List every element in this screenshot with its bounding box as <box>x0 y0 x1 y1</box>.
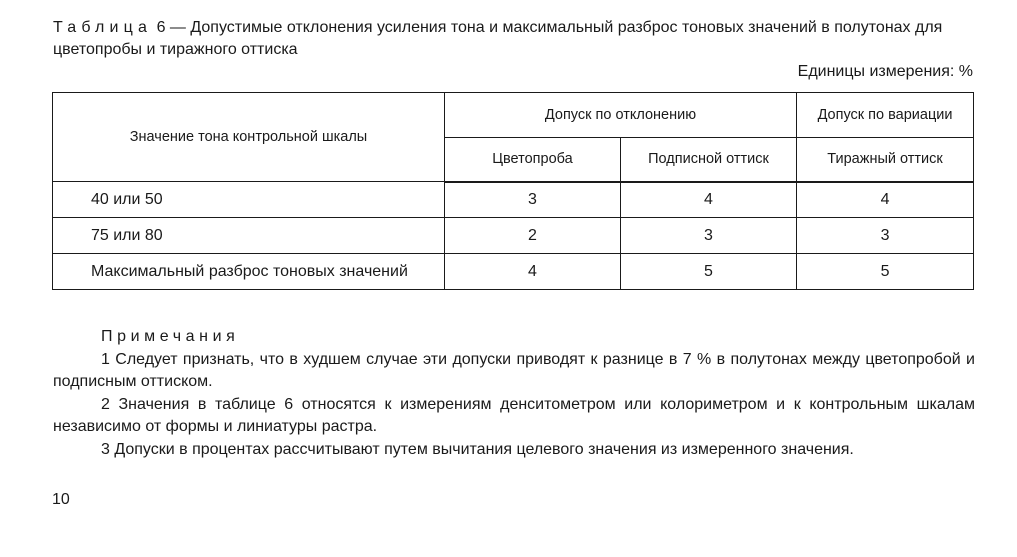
notes-title: Примечания <box>101 328 240 345</box>
header-col-signed: Подписной оттиск <box>621 138 797 182</box>
row-param: Максимальный разброс тоновых значений <box>53 254 445 290</box>
table-row <box>53 182 974 218</box>
row-param: 75 или 80 <box>53 218 445 254</box>
row-param: 40 или 50 <box>53 182 445 218</box>
table-row <box>53 218 974 254</box>
note-item: 3 Допуски в процентах рассчитывают путем вычитания целевого значения из измеренного значения. <box>101 440 854 458</box>
row-run: 5 <box>797 254 974 290</box>
notes-section <box>53 326 975 461</box>
header-col-run: Тиражный оттиск <box>797 138 974 182</box>
row-proof: 3 <box>445 182 621 218</box>
header-col-proof: Цветопроба <box>445 138 621 182</box>
row-signed: 4 <box>621 182 797 218</box>
caption-text: 6 — Допустимые отклонения усиления тона и максимальный разброс тоновых значений в полутонах для цветопробы и тиражного оттиска <box>53 19 943 58</box>
row-proof: 2 <box>445 218 621 254</box>
row-signed: 3 <box>621 218 797 254</box>
units-label: Единицы измерения: % <box>797 63 973 80</box>
row-proof: 4 <box>445 254 621 290</box>
tolerance-table <box>52 92 974 290</box>
header-group-variation: Допуск по вариации <box>797 93 974 138</box>
header-group-deviation: Допуск по отклонению <box>445 93 797 138</box>
page-number: 10 <box>52 491 70 508</box>
header-row-1 <box>53 93 974 138</box>
row-signed: 5 <box>621 254 797 290</box>
caption-label: Таблица <box>53 19 153 36</box>
table-caption <box>53 17 978 61</box>
table-row <box>53 254 974 290</box>
header-param: Значение тона контрольной шкалы <box>53 93 445 182</box>
row-run: 3 <box>797 218 974 254</box>
note-item: 2 Значения в таблице 6 относятся к измерениям денситометром или колориметром и к контрольным шкалам независимо от формы и линиатуры растра. <box>53 395 975 435</box>
note-item: 1 Следует признать, что в худшем случае эти допуски приводят к разнице в 7 % в полутонах между цветопробой и подписным оттиском. <box>53 350 975 390</box>
row-run: 4 <box>797 182 974 218</box>
